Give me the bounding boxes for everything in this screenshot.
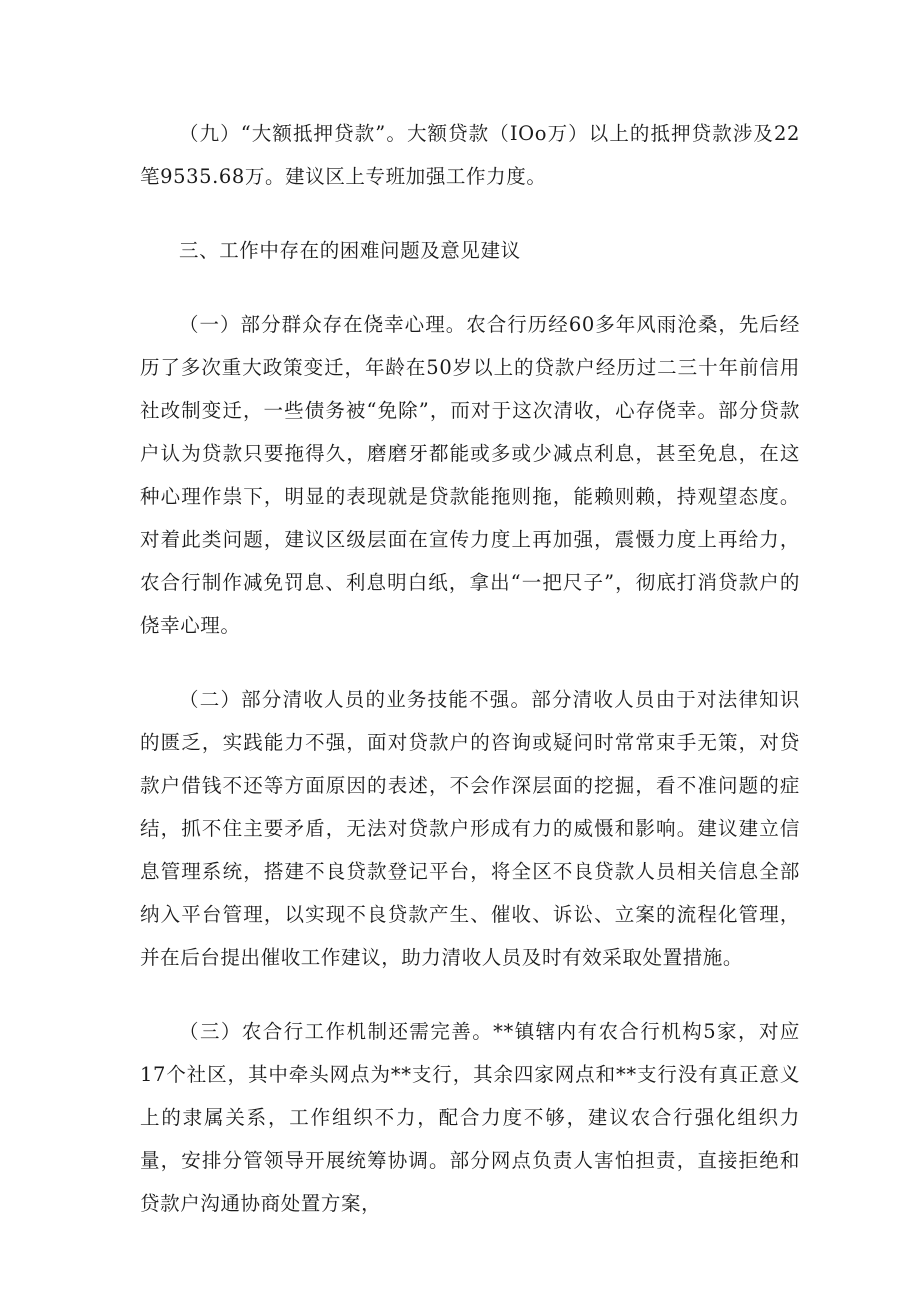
paragraph-fluke-mentality: （一）部分群众存在侥幸心理。农合行历经60多年风雨沧桑，先后经历了多次重大政策变迁，年龄在50岁以上的贷款户经历过二三十年前信用社改制变迁，一些债务被“免除”，而对于这次清收，心存侥幸。部分贷款户认为贷款只要拖得久，磨磨牙都能或多或少减点利息，甚至免息，在这种心理作祟下，明显的表现就是贷款能拖则拖，能赖则赖，持观望态度。对着此类问题，建议区级层面在宣传力度上再加强，震慑力度上再给力，农合行制作减免罚息、利息明白纸，拿出“一把尺子”，彻底打消贷款户的侥幸心理。 — [140, 313, 800, 637]
section-heading-problems-and-suggestions: 三、工作中存在的困难问题及意见建议 — [179, 239, 521, 262]
paragraph-collection-skills: （二）部分清收人员的业务技能不强。部分清收人员由于对法律知识的匮乏，实践能力不强，面对贷款户的咨询或疑问时常常束手无策，对贷款户借钱不还等方面原因的表述，不会作深层面的挖掘，看不准问题的症结，抓不住主要矛盾，无法对贷款户形成有力的威慑和影响。建议建立信息管理系统，搭建不良贷款登记平台，将全区不良贷款人员相关信息全部纳入平台管理，以实现不良贷款产生、催收、诉讼、立案的流程化管理，并在后台提出催收工作建议，助力清收人员及时有效采取处置措施。 — [140, 688, 800, 969]
paragraph-work-mechanism: （三）农合行工作机制还需完善。**镇辖内有农合行机构5家，对应17个社区，其中牵头网点为**支行，其余四家网点和**支行没有真正意义上的隶属关系，工作组织不力，配合力度不够，建议农合行强化组织力量，安排分管领导开展统筹协调。部分网点负责人害怕担责，直接拒绝和贷款户沟通协商处置方案， — [140, 1020, 800, 1215]
paragraph-large-mortgage-loans: （九）“大额抵押贷款”。大额贷款（IOo万）以上的抵押贷款涉及22笔9535.68万。建议区上专班加强工作力度。 — [140, 122, 800, 188]
document-body — [140, 112, 800, 1225]
